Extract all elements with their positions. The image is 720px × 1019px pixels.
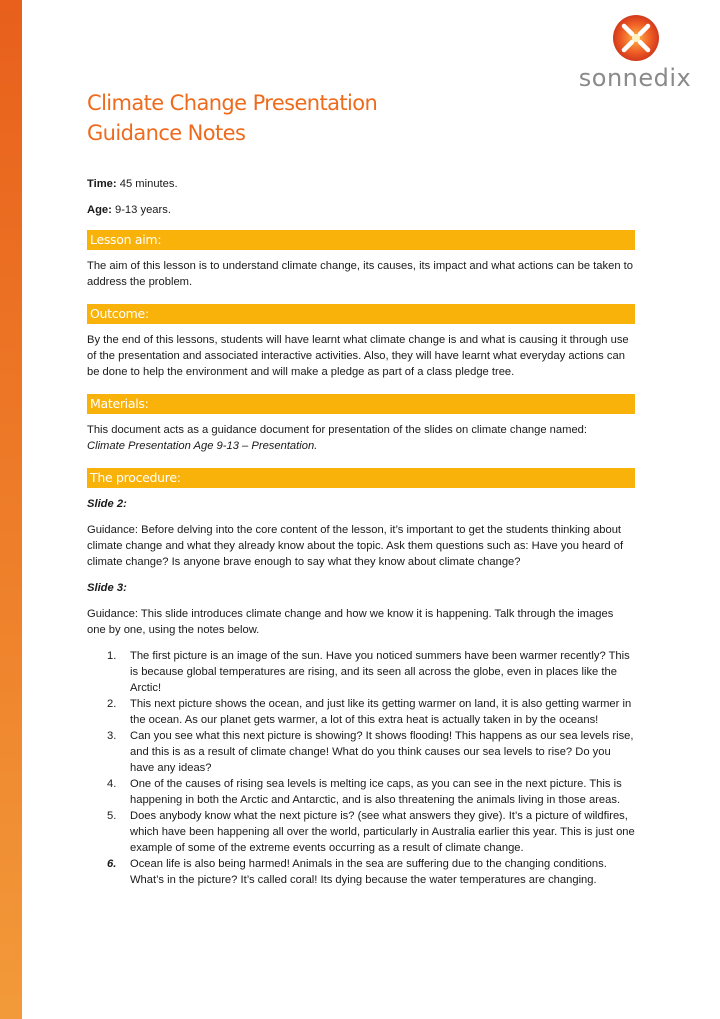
list-text: The first picture is an image of the sun. Have you noticed summers have been warmer recently? This is because global temperatures are rising, and its seen all across the globe, even in places like the Arctic!	[130, 650, 630, 694]
list-number: 2.	[107, 698, 117, 710]
list-text: Can you see what this next picture is showing? It shows flooding! This happens as our sea levels rise, and this is as a result of climate change! What do you think causes our sea levels to rise? Do you have any ideas?	[130, 730, 634, 774]
materials-text: This document acts as a guidance document for presentation of the slides on climate change named:	[87, 424, 588, 436]
time-label: Time:	[87, 178, 117, 190]
page-title	[87, 88, 567, 148]
materials-paragraph	[87, 422, 635, 454]
list-text: Ocean life is also being harmed! Animals in the sea are suffering due to the changing conditions. What’s in the picture? It’s called coral! Its dying because the water temperatures are changing.	[130, 858, 607, 886]
list-number: 1.	[107, 650, 117, 662]
slide-2-label: Slide 2:	[87, 498, 127, 510]
list-item	[87, 728, 635, 776]
list-text: This next picture shows the ocean, and just like its getting warmer on land, it is also getting warmer in the ocean. As our planet gets warmer, a lot of this extra heat is actually taken in by the oceans!	[130, 698, 632, 726]
sonnedix-logo	[565, 14, 705, 92]
sun-logo-icon	[612, 14, 660, 62]
section-heading-outcome: Outcome:	[87, 304, 635, 324]
list-item	[87, 856, 635, 888]
list-number: 3.	[107, 730, 117, 742]
brand-wordmark: sonnedix	[578, 64, 692, 92]
section-heading-lesson-aim: Lesson aim:	[87, 230, 635, 250]
time-line	[87, 176, 635, 192]
list-number: 4.	[107, 778, 117, 790]
slide-2-guidance: Guidance: Before delving into the core content of the lesson, it’s important to get the students thinking about climate change and what they already know about the topic. Ask them questions such as: Have you heard of climate change? Is anyone brave enough to say what they know about climate change?	[87, 524, 624, 568]
slide-3-notes-list	[87, 648, 635, 888]
list-number: 5.	[107, 810, 117, 822]
list-item	[87, 776, 635, 808]
title-line-2: Guidance Notes	[87, 121, 246, 145]
title-line-1: Climate Change Presentation	[87, 91, 378, 115]
list-text: One of the causes of rising sea levels is melting ice caps, as you can see in the next picture. This is happening in both the Arctic and Antarctic, and is also threatening the animals living in those areas.	[130, 778, 622, 806]
list-item	[87, 696, 635, 728]
age-line	[87, 202, 635, 218]
age-value: 9-13 years.	[114, 204, 171, 216]
document-body	[87, 176, 635, 888]
list-number: 6.	[107, 858, 117, 870]
slide-3-guidance: Guidance: This slide introduces climate change and how we know it is happening. Talk through the images one by one, using the notes below.	[87, 608, 614, 636]
list-text: Does anybody know what the next picture is? (see what answers they give). It’s a picture of wildfires, which have been happening all over the world, particularly in Australia earlier this year. This is just one example of some of the extreme events occurring as a result of climate change.	[130, 810, 635, 854]
age-label: Age:	[87, 204, 112, 216]
side-accent-bar	[0, 0, 22, 1019]
list-item	[87, 808, 635, 856]
materials-doc-name: Climate Presentation Age 9-13 – Presentation.	[87, 440, 318, 452]
list-item	[87, 648, 635, 696]
section-heading-materials: Materials:	[87, 394, 635, 414]
slide-3-label: Slide 3:	[87, 582, 127, 594]
time-value: 45 minutes.	[119, 178, 178, 190]
outcome-text: By the end of this lessons, students will have learnt what climate change is and what is causing it through use of the presentation and associated interactive activities. Also, they will have learnt what everyday actions can be done to help the environment and will make a pledge as part of a class pledge tree.	[87, 334, 629, 378]
lesson-aim-text: The aim of this lesson is to understand climate change, its causes, its impact and what actions can be taken to address the problem.	[87, 260, 633, 288]
section-heading-procedure: The procedure:	[87, 468, 635, 488]
